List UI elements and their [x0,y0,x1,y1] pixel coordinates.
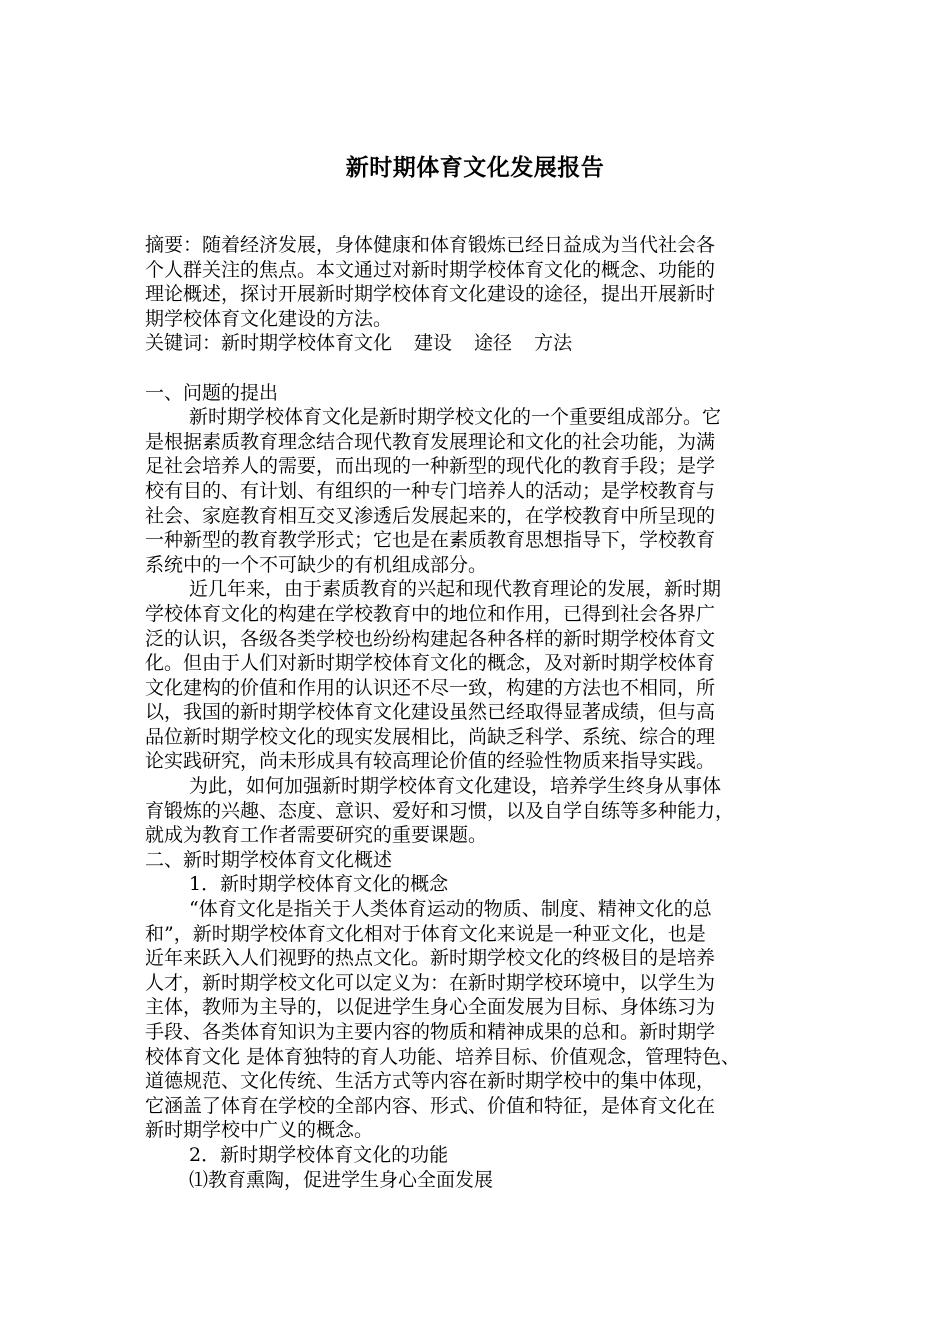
subsection-heading: 1．新时期学校体育文化的概念 [189,873,449,896]
keywords-label: 关键词： [145,332,222,355]
paragraph-line: 校体育文化 是体育独特的育人功能、培养目标、价值观念，管理特色、 [145,1045,741,1068]
blank-line [145,356,810,381]
paragraph-line: “体育文化是指关于人类体育运动的物质、制度、精神文化的总 [189,898,712,921]
keyword-item: 新时期学校体育文化 [221,332,393,355]
paragraph-line: 学校体育文化的构建在学校教育中的地位和作用，已得到社会各界广 [145,602,716,625]
paragraph-line: 化。但由于人们对新时期学校体育文化的概念，及对新时期学校体育 [145,652,716,675]
paragraph-line: 就成为教育工作者需要研究的重要课题。 [145,824,488,847]
subsection-heading: 2．新时期学校体育文化的功能 [189,1143,449,1166]
paragraph-line: 泛的认识，各级各类学校也纷纷构建起各种各样的新时期学校体育文 [145,627,716,650]
paragraph-line: 手段、各类体育知识为主要内容的物质和精神成果的总和。新时期学 [145,1021,716,1043]
paragraph [145,577,810,774]
document-body [145,233,810,1192]
subsection-item: ⑴教育熏陶，促进学生身心全面发展 [189,1168,494,1191]
paragraph-line: 足社会培养人的需要，而出现的一种新型的现代化的教育手段；是学 [145,455,716,478]
abstract-line: 个人群关注的焦点。本文通过对新时期学校体育文化的概念、功能的 [145,258,716,281]
paragraph-line: 近年来跃入人们视野的热点文化。新时期学校文化的终极目的是培养 [145,947,716,970]
paragraph [145,897,810,1143]
paragraph-line: 新时期学校中广义的概念。 [145,1119,374,1142]
paragraph-line: 为此，如何加强新时期学校体育文化建设，培养学生终身从事体 [189,775,722,798]
paragraph-line: 品位新时期学校文化的现实发展相比，尚缺乏科学、系统、综合的理 [145,725,716,748]
paragraph-line: 道德规范、文化传统、生活方式等内容在新时期学校中的集中体现， [145,1070,716,1093]
keyword-item: 途径 [474,332,513,355]
paragraph-line: 近几年来，由于素质教育的兴起和现代教育理论的发展，新时期 [189,578,722,601]
paragraph-line: 育锻炼的兴趣、态度、意识、爱好和习惯，以及自学自练等多种能力， [145,799,735,822]
keyword-item: 建设 [414,332,453,355]
paragraph [145,405,810,577]
abstract [145,233,810,331]
section-heading: 二、新时期学校体育文化概述 [145,848,393,871]
paragraph-line: 社会、家庭教育相互交叉渗透后发展起来的，在学校教育中所呈现的 [145,504,716,527]
paragraph-line: 它涵盖了体育在学校的全部内容、形式、价值和特征，是体育文化在 [145,1094,716,1117]
paragraph-line: 主体，教师为主导的，以促进学生身心全面发展为目标、身体练习为 [145,996,716,1019]
paragraph-line: 是根据素质教育理念结合现代教育发展理论和文化的社会功能，为满 [145,430,716,453]
paragraph-line: 和”，新时期学校体育文化相对于体育文化来说是一种亚文化，也是 [145,922,706,945]
paragraph-line: 一种新型的教育教学形式；它也是在素质教育思想指导下，学校教育 [145,529,716,552]
paragraph-line: 文化建构的价值和作用的认识还不尽一致，构建的方法也不相同，所 [145,676,716,699]
paragraph [145,774,810,848]
keyword-item: 方法 [534,332,573,355]
abstract-line: 期学校体育文化建设的方法。 [145,307,393,330]
paragraph-line: 校有目的、有计划、有组织的一种专门培养人的活动；是学校教育与 [145,479,716,502]
keywords [145,331,810,356]
abstract-line: 摘要：随着经济发展，身体健康和体育锻炼已经日益成为当代社会各 [145,234,716,256]
paragraph-line: 人才，新时期学校文化可以定义为：在新时期学校环境中，以学生为 [145,971,716,994]
section-heading: 一、问题的提出 [145,381,279,404]
paragraph-line: 系统中的一个不可缺少的有机组成部分。 [145,553,488,576]
abstract-line: 理论概述，探讨开展新时期学校体育文化建设的途径，提出开展新时 [145,283,716,306]
paragraph-line: 以，我国的新时期学校体育文化建设虽然已经取得显著成绩，但与高 [145,701,716,724]
paragraph-line: 新时期学校体育文化是新时期学校文化的一个重要组成部分。它 [189,406,722,429]
document-title: 新时期体育文化发展报告 [345,155,605,181]
paragraph-line: 论实践研究，尚未形成具有较高理论价值的经验性物质来指导实践。 [145,750,716,773]
